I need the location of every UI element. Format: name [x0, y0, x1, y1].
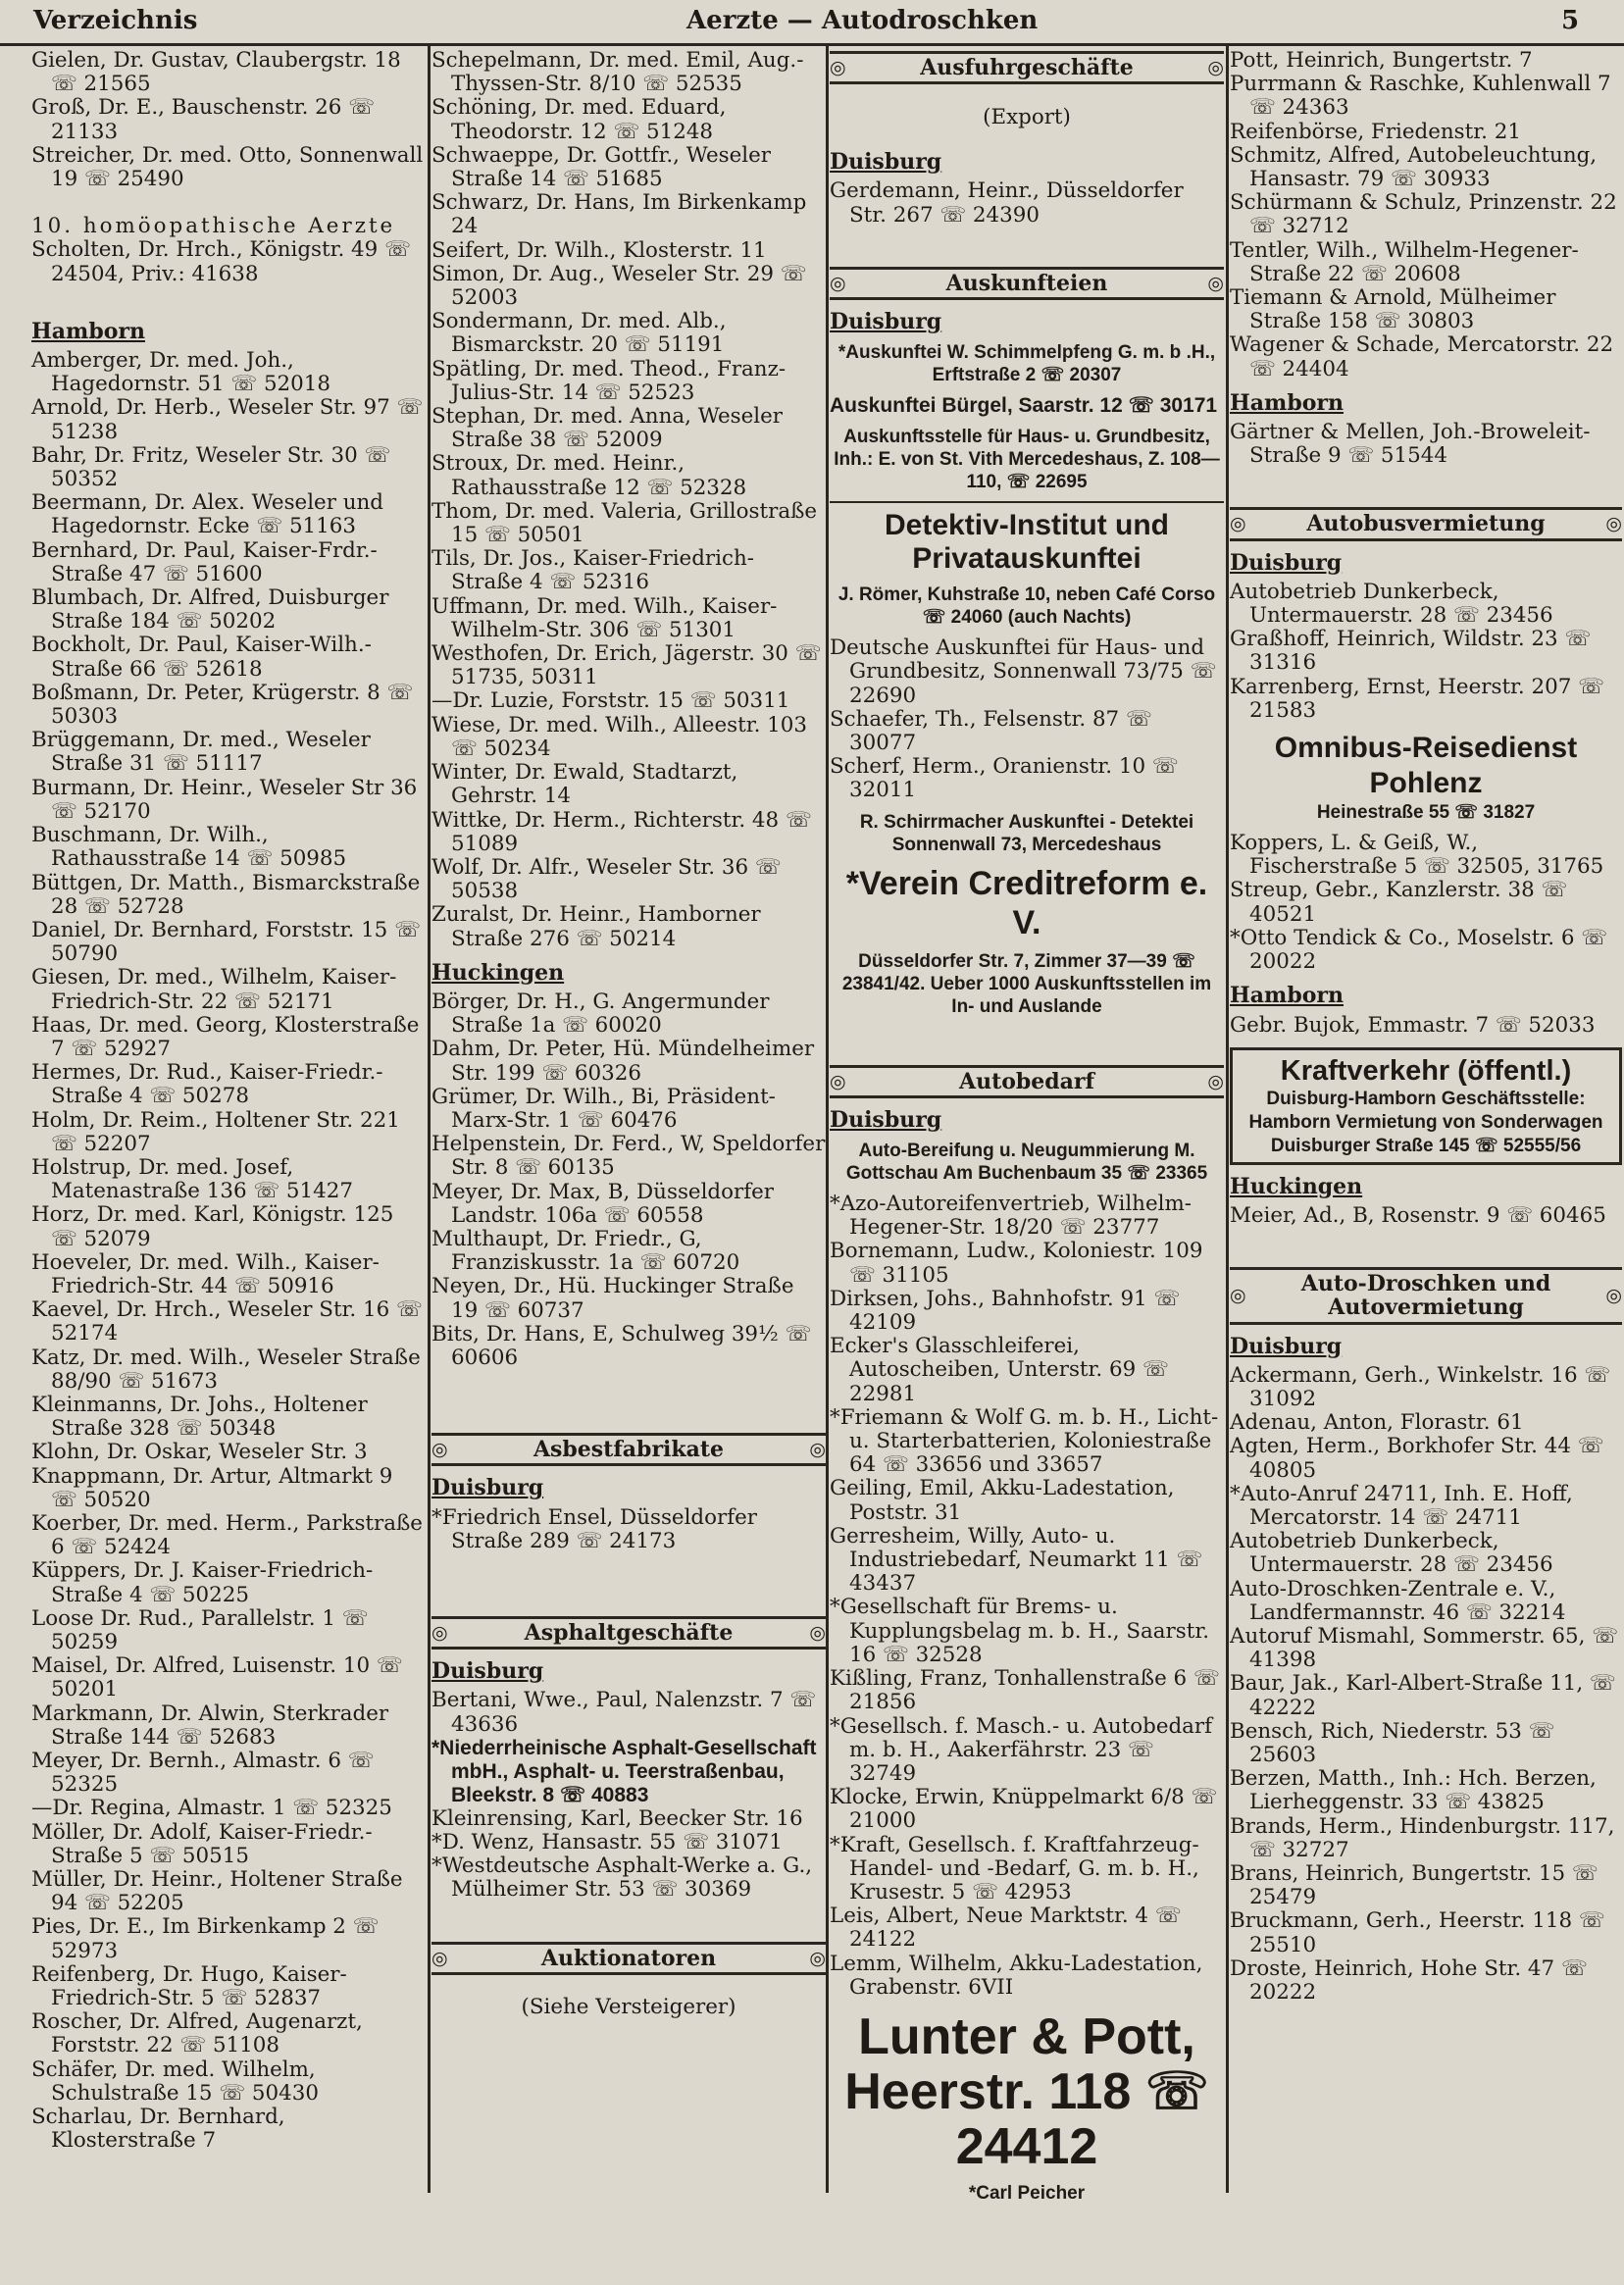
entry: Schäfer, Dr. med. Wilhelm, Schulstraße 15 ☏ 50430 — [31, 2056, 319, 2106]
column-4 — [1230, 49, 1622, 2187]
section-header — [431, 1616, 826, 1650]
column-divider — [826, 45, 829, 2193]
entry: Spätling, Dr. med. Theod., Franz-Julius-Str. 14 ☏ 52523 — [431, 356, 787, 405]
column-3 — [830, 49, 1224, 2204]
section-subtitle: (Export) — [983, 104, 1071, 129]
entry: Burmann, Dr. Heinr., Weseler Str 36 ☏ 52170 — [31, 775, 418, 824]
entry: Stroux, Dr. med. Heinr., Rathausstraße 12 ☏ 52328 — [431, 451, 747, 500]
entry: Börger, Dr. H., G. Angermunder Straße 1a ☏ 60020 — [431, 989, 770, 1039]
entry: Meier, Ad., B, Rosenstr. 9 ☏ 60465 — [1230, 1202, 1606, 1228]
cross-reference: (Siehe Versteigerer) — [521, 1995, 736, 2020]
city-heading: Hamborn — [1230, 389, 1344, 416]
entry: Amberger, Dr. med. Joh., Hagedornstr. 51 ☏ 52018 — [31, 348, 330, 397]
entry: Wiese, Dr. med. Wilh., Alleestr. 103 ☏ 50234 — [431, 712, 807, 761]
entry: Autobetrieb Dunkerbeck, Untermauerstr. 28 ☏ 23456 — [1230, 579, 1553, 629]
column-divider — [1226, 45, 1229, 2193]
circle-ornament-icon: ◎ — [1207, 272, 1224, 294]
entry: *Auto-Anruf 24711, Inh. E. Hoff, Mercatorstr. 14 ☏ 24711 — [1230, 1481, 1573, 1530]
entry: Schöning, Dr. med. Eduard, Theodorstr. 12 ☏ 51248 — [431, 95, 727, 144]
circle-ornament-icon: ◎ — [1605, 513, 1622, 535]
entry: Zuralst, Dr. Heinr., Hamborner Straße 276 ☏ 50214 — [431, 902, 761, 951]
entry: Loose Dr. Rud., Parallelstr. 1 ☏ 50259 — [31, 1605, 369, 1654]
entry: Wittke, Dr. Herm., Richterstr. 48 ☏ 51089 — [431, 807, 812, 856]
section-title: Asphaltgeschäfte — [524, 1619, 734, 1646]
entry: Auto-Droschken-Zentrale e. V., Landfermannstr. 46 ☏ 32214 — [1230, 1576, 1566, 1625]
entry: Berzen, Matth., Inh.: Hch. Berzen, Lierheggenstr. 33 ☏ 43825 — [1230, 1766, 1597, 1815]
entry: Giesen, Dr. med., Wilhelm, Kaiser-Friedrich-Str. 22 ☏ 52171 — [31, 965, 397, 1014]
city-heading: Hamborn — [1230, 983, 1344, 1009]
entry: Dahm, Dr. Peter, Hü. Mündelheimer Str. 199 ☏ 60326 — [431, 1037, 815, 1086]
entry: Scherf, Herm., Oranienstr. 10 ☏ 32011 — [830, 754, 1179, 803]
entry: Buschmann, Dr. Wilh., Rathausstraße 14 ☏ 50985 — [31, 823, 347, 872]
entry: Kleinrensing, Karl, Beecker Str. 16 — [431, 1805, 803, 1831]
circle-ornament-icon: ◎ — [1605, 1285, 1622, 1307]
advertisement-title: Lunter & Pott, Heerstr. 118 ☏ 24412 — [844, 2007, 1209, 2175]
entry: Küppers, Dr. J. Kaiser-Friedrich-Straße 4 ☏ 50225 — [31, 1558, 374, 1607]
entry: Thom, Dr. med. Valeria, Grillostraße 15 ☏ 50501 — [431, 498, 818, 548]
entry: Gerdemann, Heinr., Düsseldorfer Str. 267 ☏ 24390 — [830, 178, 1184, 228]
entry: Stephan, Dr. med. Anna, Weseler Straße 38 ☏ 52009 — [431, 404, 783, 453]
section-title: Auto-Droschken und Autovermietung — [1300, 1271, 1551, 1321]
entry: Haas, Dr. med. Georg, Klosterstraße 7 ☏ 52927 — [31, 1012, 420, 1061]
entry: Blumbach, Dr. Alfred, Duisburger Straße 184 ☏ 50202 — [31, 585, 389, 635]
advertisement-box — [1230, 1047, 1622, 1165]
entry: Katz, Dr. med. Wilh., Weseler Straße 88/90 ☏ 51673 — [31, 1345, 421, 1394]
entry: Helpenstein, Dr. Ferd., W, Speldorfer Str. 8 ☏ 60135 — [431, 1132, 826, 1181]
circle-ornament-icon: ◎ — [830, 272, 846, 294]
city-heading: Duisburg — [830, 1106, 942, 1133]
entry: Daniel, Dr. Bernhard, Forststr. 15 ☏ 50790 — [31, 917, 421, 967]
entry: Büttgen, Dr. Matth., Bismarckstraße 28 ☏ 52728 — [31, 870, 421, 919]
entry: Wagener & Schade, Mercatorstr. 22 ☏ 24404 — [1230, 332, 1614, 381]
entry: Hoeveler, Dr. med. Wilh., Kaiser-Friedrich-Str. 44 ☏ 50916 — [31, 1249, 380, 1298]
entry: *Gesellsch. f. Masch.- u. Autobedarf m. b. H., Aakerfährstr. 23 ☏ 32749 — [830, 1713, 1213, 1786]
entry: Reifenberg, Dr. Hugo, Kaiser-Friedrich-Str. 5 ☏ 52837 — [31, 1961, 347, 2011]
column-divider — [428, 45, 431, 2193]
entry: Seifert, Dr. Wilh., Klosterstr. 11 — [431, 237, 767, 263]
entry: *Westdeutsche Asphalt-Werke a. G., Mülheimer Str. 53 ☏ 30369 — [431, 1853, 813, 1903]
advertisement: R. Schirrmacher Auskunftei - Detektei Sonnenwall 73, Mercedeshaus — [859, 811, 1194, 855]
entry: Meyer, Dr. Bernh., Almastr. 6 ☏ 52325 — [31, 1749, 375, 1798]
entry: Tils, Dr. Jos., Kaiser-Friedrich-Straße 4 ☏ 52316 — [431, 546, 754, 595]
section-title: Auktionatoren — [540, 1945, 717, 1971]
entry: Horz, Dr. med. Karl, Königstr. 125 ☏ 52079 — [31, 1202, 394, 1251]
entry: Graßhoff, Heinrich, Wildstr. 23 ☏ 31316 — [1230, 627, 1592, 676]
entry: Brüggemann, Dr. med., Weseler Straße 31 ☏ 51117 — [31, 728, 371, 777]
entry: *Friedrich Ensel, Düsseldorfer Straße 289 ☏ 24173 — [431, 1504, 758, 1553]
entry: Agten, Herm., Borkhofer Str. 44 ☏ 40805 — [1230, 1434, 1604, 1483]
section-header — [830, 267, 1224, 300]
entry: Adenau, Anton, Florastr. 61 — [1230, 1410, 1524, 1436]
entry: Streup, Gebr., Kanzlerstr. 38 ☏ 40521 — [1230, 878, 1568, 927]
entry: Gerresheim, Willy, Auto- u. Industriebedarf, Neumarkt 11 ☏ 43437 — [830, 1523, 1203, 1597]
entry: Klohn, Dr. Oskar, Weseler Str. 3 — [31, 1440, 368, 1465]
city-heading: Duisburg — [830, 309, 942, 334]
entry: Schürmann & Schulz, Prinzenstr. 22 ☏ 32712 — [1230, 190, 1617, 239]
entry: Kaevel, Dr. Hrch., Weseler Str. 16 ☏ 52174 — [31, 1297, 423, 1346]
entry: Geiling, Emil, Akku-Ladestation, Poststr. 31 — [830, 1476, 1175, 1525]
entry: Grümer, Dr. Wilh., Bi, Präsident-Marx-Str. 1 ☏ 60476 — [431, 1084, 776, 1133]
entry: Hermes, Dr. Rud., Kaiser-Friedr.-Straße 4 ☏ 50278 — [31, 1060, 383, 1109]
entry: Reifenbörse, Friedenstr. 21 — [1230, 119, 1521, 144]
advertisement-text: Duisburg-Hamborn Geschäftsstelle: Hamborn Vermietung von Sonderwagen Duisburger Straße 145 ☏ 52555/56 — [1248, 1088, 1603, 1156]
entry: Arnold, Dr. Herb., Weseler Str. 97 ☏ 51238 — [31, 395, 424, 444]
city-heading: Duisburg — [1230, 549, 1343, 576]
header-left: Verzeichnis — [33, 6, 198, 35]
entry: Scharlau, Dr. Bernhard, Klosterstraße 7 — [31, 2105, 285, 2154]
advertisement: Düsseldorfer Str. 7, Zimmer 37—39 ☏ 23841/42. Ueber 1000 Auskunftsstellen im In- und Auslande — [841, 950, 1212, 1017]
circle-ornament-icon: ◎ — [431, 1947, 448, 1969]
entry: Bockholt, Dr. Paul, Kaiser-Wilh.-Straße 66 ☏ 52618 — [31, 633, 372, 682]
entry: Uffmann, Dr. med. Wilh., Kaiser-Wilhelm-Str. 306 ☏ 51301 — [431, 593, 778, 642]
entry: Pies, Dr. E., Im Birkenkamp 2 ☏ 52973 — [31, 1914, 380, 1963]
entry: Gielen, Dr. Gustav, Claubergstr. 18 ☏ 21565 — [31, 48, 401, 97]
entry: Dirksen, Johs., Bahnhofstr. 91 ☏ 42109 — [830, 1286, 1181, 1336]
entry: Karrenberg, Ernst, Heerstr. 207 ☏ 21583 — [1230, 674, 1604, 723]
entry: Holstrup, Dr. med. Josef, Matenastraße 136 ☏ 51427 — [31, 1154, 353, 1204]
entry: Klocke, Erwin, Knüppelmarkt 6/8 ☏ 21000 — [830, 1785, 1218, 1834]
entry: Autoruf Mismahl, Sommerstr. 65, ☏ 41398 — [1230, 1623, 1618, 1673]
entry: Schmitz, Alfred, Autobeleuchtung, Hansastr. 79 ☏ 30933 — [1230, 142, 1598, 192]
entry: Ackermann, Gerh., Winkelstr. 16 ☏ 31092 — [1230, 1362, 1611, 1411]
circle-ornament-icon: ◎ — [431, 1439, 448, 1461]
entry: Streicher, Dr. med. Otto, Sonnenwall 19 ☏ 25490 — [31, 142, 424, 192]
entry: Gebr. Bujok, Emmastr. 7 ☏ 52033 — [1230, 1012, 1596, 1038]
advertisement-title: Omnibus-Reisedienst Pohlenz — [1274, 732, 1578, 800]
entry: Bertani, Wwe., Paul, Nalenzstr. 7 ☏ 43636 — [431, 1688, 817, 1737]
entry: Multhaupt, Dr. Friedr., G, Franziskusstr. 1a ☏ 60720 — [431, 1226, 740, 1276]
entry: Lemm, Wilhelm, Akku-Ladestation, Grabenstr. 6VII — [830, 1951, 1203, 2000]
entry: Pott, Heinrich, Bungertstr. 7 — [1230, 48, 1533, 73]
entry: Holm, Dr. Reim., Holtener Str. 221 ☏ 52207 — [31, 1107, 400, 1156]
section-title: Asbestfabrikate — [533, 1437, 725, 1463]
entry: Schepelmann, Dr. med. Emil, Aug.-Thyssen-Str. 8/10 ☏ 52535 — [431, 48, 804, 97]
entry: Simon, Dr. Aug., Weseler Str. 29 ☏ 52003 — [431, 261, 807, 311]
city-heading: Duisburg — [1230, 1333, 1343, 1359]
entry: Koerber, Dr. med. Herm., Parkstraße 6 ☏ 52424 — [31, 1510, 423, 1560]
entry: *Gesellschaft für Brems- u. Kupplungsbelag m. b. H., Saarstr. 16 ☏ 32528 — [830, 1595, 1210, 1667]
entry: Wolf, Dr. Alfr., Weseler Str. 36 ☏ 50538 — [431, 854, 782, 904]
entry: Tiemann & Arnold, Mülheimer Straße 158 ☏ 30803 — [1230, 285, 1556, 334]
advertisement: *Auskunftei W. Schimmelpfeng G. m. b .H., Erftstraße 2 ☏ 20307 — [837, 342, 1216, 386]
advertisement: J. Römer, Kuhstraße 10, neben Café Corso ☏ 24060 (auch Nachts) — [837, 584, 1216, 629]
advertisement-title: *Verein Creditreform e. V. — [845, 864, 1208, 941]
section-header — [830, 51, 1224, 84]
entry: Westhofen, Dr. Erich, Jägerstr. 30 ☏ 51735, 50311 — [431, 641, 822, 690]
entry: Bornemann, Ludw., Koloniestr. 109 ☏ 31105 — [830, 1239, 1203, 1288]
entry: —Dr. Regina, Almastr. 1 ☏ 52325 — [31, 1796, 392, 1821]
column-2 — [431, 49, 826, 2187]
city-heading: Huckingen — [1230, 1173, 1363, 1199]
advertisement-title: Kraftverkehr (öffentl.) — [1280, 1054, 1572, 1087]
section-title: Autobedarf — [959, 1068, 1094, 1094]
section-header — [1230, 507, 1622, 540]
city-heading: Huckingen — [431, 959, 565, 986]
advertisement-title: Detektiv-Institut und Privatauskunftei — [830, 501, 1224, 576]
page-number: 5 — [1561, 6, 1580, 35]
circle-ornament-icon: ◎ — [1230, 1285, 1246, 1307]
entry: Winter, Dr. Ewald, Stadtarzt, Gehrstr. 14 — [431, 760, 738, 809]
entry: *Friemann & Wolf G. m. b. H., Licht- u. Starterbatterien, Koloniestraße 64 ☏ 33656 und 33657 — [830, 1404, 1219, 1478]
entry: Schwarz, Dr. Hans, Im Birkenkamp 24 — [431, 190, 807, 239]
circle-ornament-icon: ◎ — [1230, 513, 1246, 535]
entry: Brans, Heinrich, Bungertstr. 15 ☏ 25479 — [1230, 1860, 1599, 1910]
circle-ornament-icon: ◎ — [431, 1621, 448, 1644]
entry: *D. Wenz, Hansastr. 55 ☏ 31071 — [431, 1830, 783, 1854]
city-heading: Hamborn — [31, 318, 145, 344]
entry: Markmann, Dr. Alwin, Sterkrader Straße 144 ☏ 52683 — [31, 1701, 389, 1750]
entry: Tentler, Wilh., Wilhelm-Hegener-Straße 22 ☏ 20608 — [1230, 237, 1579, 286]
entry: Kleinmanns, Dr. Johs., Holtener Straße 328 ☏ 50348 — [31, 1392, 368, 1442]
section-title: Ausfuhrgeschäfte — [920, 55, 1134, 80]
section-header — [830, 1065, 1224, 1098]
entry: *Niederrheinische Asphalt-Gesellschaft mbH., Asphalt- u. Teerstraßenbau, Bleekstr. 8 ☏ 40883 — [431, 1736, 817, 1806]
entry: Autobetrieb Dunkerbeck, Untermauerstr. 28 ☏ 23456 — [1230, 1529, 1553, 1578]
section-title: Autobusvermietung — [1306, 511, 1546, 537]
column-1 — [31, 49, 424, 2187]
circle-ornament-icon: ◎ — [809, 1439, 826, 1461]
entry: Boßmann, Dr. Peter, Krügerstr. 8 ☏ 50303 — [31, 680, 414, 730]
entry: Schaefer, Th., Felsenstr. 87 ☏ 30077 — [830, 706, 1152, 756]
entry: Gärtner & Mellen, Joh.-Broweleit-Straße 9 ☏ 51544 — [1230, 420, 1591, 469]
city-heading: Duisburg — [830, 149, 942, 176]
entry: Deutsche Auskunftei für Haus- und Grundbesitz, Sonnenwall 73/75 ☏ 22690 — [830, 635, 1217, 708]
city-heading: Duisburg — [431, 1658, 544, 1685]
entry: Brands, Herm., Hindenburgstr. 117, ☏ 32727 — [1230, 1813, 1615, 1862]
page-header — [0, 0, 1624, 46]
entry: *Azo-Autoreifenvertrieb, Wilhelm-Hegener-Str. 18/20 ☏ 23777 — [830, 1192, 1192, 1241]
circle-ornament-icon: ◎ — [1207, 1070, 1224, 1092]
entry: Bahr, Dr. Fritz, Weseler Str. 30 ☏ 50352 — [31, 442, 391, 492]
entry: *Kraft, Gesellsch. f. Kraftfahrzeug-Handel- und -Bedarf, G. m. b. H., Krusestr. 5 ☏ 42953 — [830, 1832, 1199, 1904]
entry: *Otto Tendick & Co., Moselstr. 6 ☏ 20022 — [1230, 925, 1607, 975]
entry: Auskunftei Bürgel, Saarstr. 12 ☏ 30171 — [830, 394, 1218, 418]
subsection-heading: 10. homöopathische Aerzte — [31, 214, 396, 239]
entry: Bernhard, Dr. Paul, Kaiser-Frdr.-Straße 47 ☏ 51600 — [31, 537, 378, 586]
advertisement: Heinestraße 55 ☏ 31827 — [1316, 802, 1536, 824]
entry: Bits, Dr. Hans, E, Schulweg 39½ ☏ 60606 — [431, 1321, 812, 1370]
circle-ornament-icon: ◎ — [809, 1621, 826, 1644]
entry: Bruckmann, Gerh., Heerstr. 118 ☏ 25510 — [1230, 1908, 1605, 1957]
entry: Knappmann, Dr. Artur, Altmarkt 9 ☏ 50520 — [31, 1463, 393, 1512]
circle-ornament-icon: ◎ — [830, 57, 846, 78]
entry: Koppers, L. & Geiß, W., Fischerstraße 5 ☏ 32505, 31765 — [1230, 831, 1604, 880]
entry: Neyen, Dr., Hü. Huckinger Straße 19 ☏ 60737 — [431, 1274, 794, 1323]
entry: Groß, Dr. E., Bauschenstr. 26 ☏ 21133 — [31, 95, 375, 144]
advertisement: *Carl Peicher — [968, 2182, 1086, 2204]
entry: Maisel, Dr. Alfred, Luisenstr. 10 ☏ 50201 — [31, 1653, 403, 1702]
entry: —Dr. Luzie, Forststr. 15 ☏ 50311 — [431, 688, 790, 714]
entry: Baur, Jak., Karl-Albert-Straße 11, ☏ 42222 — [1230, 1671, 1616, 1720]
header-center: Aerzte — Autodroschken — [686, 6, 1039, 35]
entry: Ecker's Glasschleiferei, Autoscheiben, Unterstr. 69 ☏ 22981 — [830, 1334, 1169, 1406]
section-title: Auskunfteien — [945, 270, 1108, 296]
entry: Scholten, Dr. Hrch., Königstr. 49 ☏ 24504, Priv.: 41638 — [31, 237, 411, 286]
entry: Purrmann & Raschke, Kuhlenwall 7 ☏ 24363 — [1230, 72, 1611, 121]
entry: Kißling, Franz, Tonhallenstraße 6 ☏ 21856 — [830, 1666, 1220, 1715]
entry: Schwaeppe, Dr. Gottfr., Weseler Straße 14 ☏ 51685 — [431, 142, 772, 192]
city-heading: Duisburg — [431, 1475, 544, 1501]
entry: Roscher, Dr. Alfred, Augenarzt, Forststr. 22 ☏ 51108 — [31, 2009, 363, 2058]
circle-ornament-icon: ◎ — [809, 1947, 826, 1969]
entry: Müller, Dr. Heinr., Holtener Straße 94 ☏ 52205 — [31, 1867, 403, 1916]
entry: Beermann, Dr. Alex. Weseler und Hagedornstr. Ecke ☏ 51163 — [31, 490, 383, 539]
entry: Möller, Dr. Adolf, Kaiser-Friedr.-Straße 5 ☏ 50515 — [31, 1819, 373, 1868]
advertisement: Auskunftsstelle für Haus- u. Grundbesitz, Inh.: E. von St. Vith Mercedeshaus, Z. 108—110, ☏ 22695 — [834, 427, 1220, 493]
entry: Droste, Heinrich, Hohe Str. 47 ☏ 20222 — [1230, 1955, 1588, 2005]
advertisement: Auto-Bereifung u. Neugummierung M. Gottschau Am Buchenbaum 35 ☏ 23365 — [845, 1141, 1208, 1185]
section-header — [431, 1433, 826, 1466]
entry: Meyer, Dr. Max, B, Düsseldorfer Landstr. 106a ☏ 60558 — [431, 1179, 775, 1228]
section-header — [431, 1942, 826, 1975]
circle-ornament-icon: ◎ — [830, 1070, 846, 1092]
section-header — [1230, 1267, 1622, 1324]
circle-ornament-icon: ◎ — [1207, 57, 1224, 78]
entry: Bensch, Rich, Niederstr. 53 ☏ 25603 — [1230, 1718, 1555, 1767]
entry: Leis, Albert, Neue Marktstr. 4 ☏ 24122 — [830, 1904, 1182, 1953]
entry: Sondermann, Dr. med. Alb., Bismarckstr. 20 ☏ 51191 — [431, 309, 727, 358]
